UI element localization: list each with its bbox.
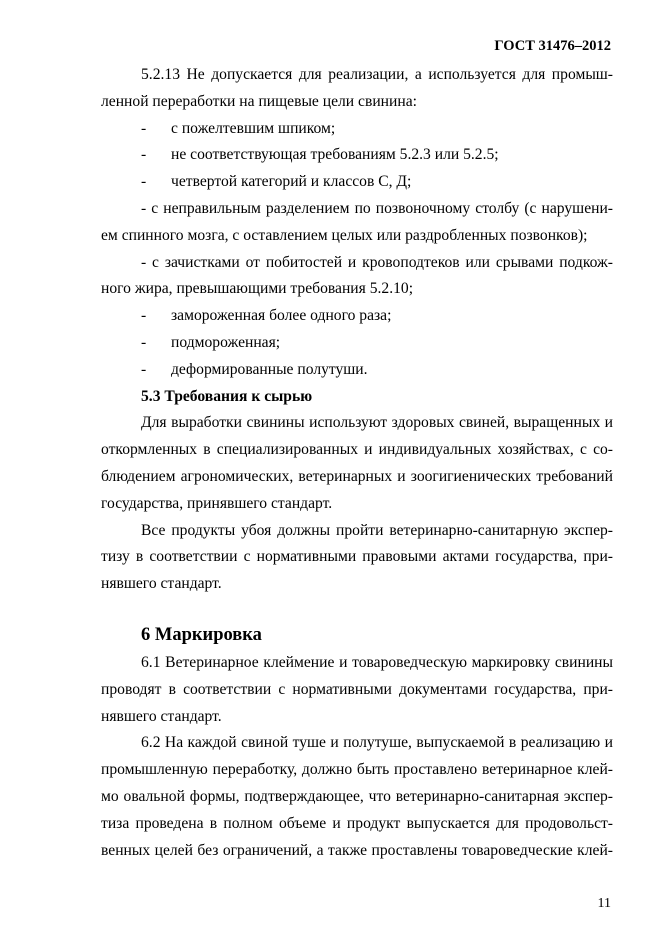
dash-mark: - xyxy=(141,360,147,378)
para-6-2-line: венных целей без ограничений, а также проставлены товароведческие клей- xyxy=(101,841,613,859)
dash-mark: - xyxy=(141,333,147,351)
para-5-3-a-line: государства, принявшего стандарт. xyxy=(101,494,333,512)
list-item-text: не соответствующая требованиям 5.2.3 или 5.2.5; xyxy=(171,146,499,164)
page-number: 11 xyxy=(597,896,611,911)
para-6-2-line: мо овальной формы, подтверждающее, что ветеринарно-санитарная экспер- xyxy=(101,787,613,805)
list-item-multiline: - с неправильным разделением по позвоночному столбу (с нарушени- xyxy=(141,199,613,217)
para-6-2-line: промышленную переработку, должно быть проставлено ветеринарное клей- xyxy=(101,761,613,779)
list-item-multiline: ного жира, превышающими требования 5.2.10; xyxy=(101,280,414,298)
document-body xyxy=(101,62,613,864)
list-item-multiline: - с зачистками от побитостей и кровоподтеков или срывами подкож- xyxy=(141,253,613,271)
list-item xyxy=(141,169,613,196)
para-6-1-line: нявшего стандарт. xyxy=(101,707,222,725)
list-item-text: четвертой категорий и классов С, Д; xyxy=(171,173,412,191)
dash-mark: - xyxy=(141,119,147,137)
list-item xyxy=(141,116,613,143)
list-item xyxy=(141,303,613,330)
section-spacer xyxy=(101,598,613,620)
para-5-3-b-line: Все продукты убоя должны пройти ветеринарно-санитарную экспер- xyxy=(141,521,613,539)
document-header: ГОСТ 31476–2012 xyxy=(494,38,611,54)
list-item xyxy=(141,330,613,357)
section-heading-5-3: 5.3 Требования к сырью xyxy=(141,387,313,405)
para-6-2-line: 6.2 На каждой свиной туше и полутуше, выпускаемой в реализацию и xyxy=(141,734,613,752)
list-item xyxy=(141,142,613,169)
para-6-1-line: проводят в соответствии с нормативными документами государства, при- xyxy=(101,680,613,698)
list-item-text: подмороженная; xyxy=(171,333,281,351)
para-5-3-b-line: тизу в соответствии с нормативными правовыми актами государства, при- xyxy=(101,548,613,566)
para-6-2-line: тиза проведена в полном объеме и продукт выпускается для продовольст- xyxy=(101,814,613,832)
para-5-3-a-line: блюдением агрономических, ветеринарных и зоогигиенических требований xyxy=(101,467,613,485)
para-5-2-13-line: ленной переработки на пищевые цели свинина: xyxy=(101,92,417,110)
para-5-3-a-line: откормленных в специализированных и индивидуальных хозяйствах, с со- xyxy=(101,441,613,459)
list-item-text: с пожелтевшим шпиком; xyxy=(171,119,336,137)
para-6-1-line: 6.1 Ветеринарное клеймение и товароведческую маркировку свинины xyxy=(141,653,613,671)
dash-mark: - xyxy=(141,146,147,164)
list-item-text: деформированные полутуши. xyxy=(171,360,368,378)
dash-mark: - xyxy=(141,307,147,325)
list-item xyxy=(141,357,613,384)
list-item-multiline: ем спинного мозга, с оставлением целых или раздробленных позвонков); xyxy=(101,226,588,244)
list-item-text: замороженная более одного раза; xyxy=(171,307,392,325)
section-heading-6: 6 Маркировка xyxy=(141,624,262,645)
para-5-3-a-line: Для выработки свинины используют здоровых свиней, выращенных и xyxy=(141,414,613,432)
dash-mark: - xyxy=(141,173,147,191)
para-5-3-b-line: нявшего стандарт. xyxy=(101,575,222,593)
para-5-2-13-line: 5.2.13 Не допускается для реализации, а используется для промыш- xyxy=(141,66,613,83)
